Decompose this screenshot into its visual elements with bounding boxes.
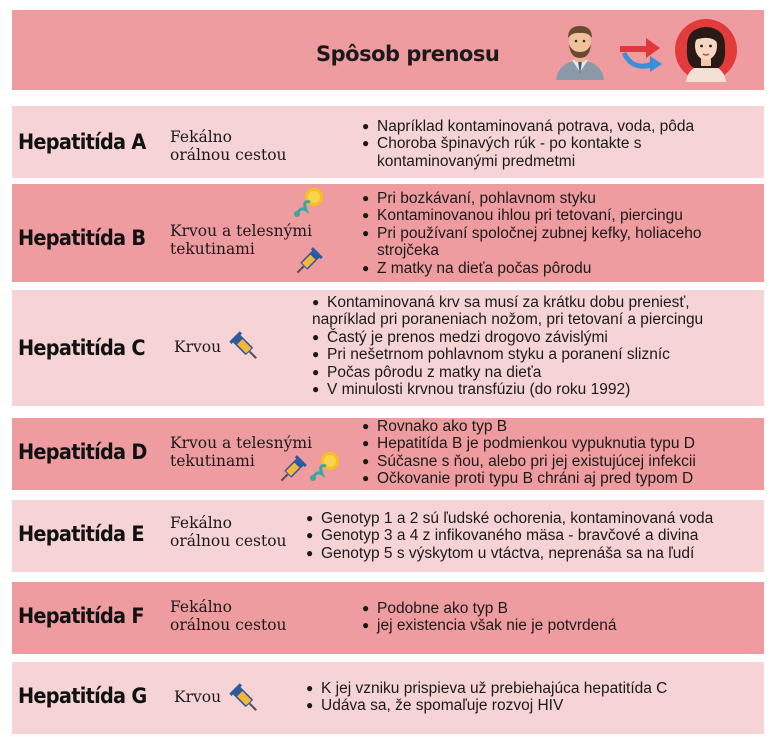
disease-name: Hepatitída E <box>18 522 144 546</box>
detail-item: ● Počas pôrodu z matky na dieťa <box>312 364 703 381</box>
syringe-icon <box>276 454 308 486</box>
row-hepatitida-e <box>12 500 764 572</box>
detail-item: strojčeka <box>377 242 440 260</box>
mode-line: orálnou cestou <box>170 532 287 550</box>
details-list <box>306 680 667 715</box>
detail-item: ● Kontaminovaná krv sa musí za krátku dobu preniesť, <box>312 294 703 311</box>
detail-item: ● Súčasne s ňou, alebo pri jej existujúcej infekcii <box>362 453 696 470</box>
mode-line: Fekálno <box>170 514 232 532</box>
transfer-arrows-icon <box>616 32 666 74</box>
mode-line: tekutinami <box>170 452 255 470</box>
transmission-mode <box>174 688 221 706</box>
disease-name: Hepatitída G <box>18 684 147 708</box>
detail-item: ● Genotyp 1 a 2 sú ľudské ochorenia, kontaminovaná voda <box>306 510 713 527</box>
detail-item: ● Pri používaní spoločnej zubnej kefky, holiaceho <box>362 225 702 242</box>
row-hepatitida-c <box>12 290 764 406</box>
header-banner <box>12 10 764 90</box>
woman-avatar-icon <box>674 18 738 82</box>
mode-line: tekutinami <box>170 240 255 258</box>
mode-line: Fekálno <box>170 598 232 616</box>
disease-name: Hepatitída D <box>18 440 147 464</box>
man-avatar-icon <box>552 22 608 80</box>
header-title: Spôsob prenosu <box>316 42 500 66</box>
disease-name: Hepatitída F <box>18 604 144 628</box>
disease-name: Hepatitída A <box>18 130 146 154</box>
transmission-mode <box>170 598 287 634</box>
row-hepatitida-f <box>12 582 764 654</box>
row-hepatitida-a <box>12 106 764 178</box>
detail-item: ● Udáva sa, že spomaľuje rozvoj HIV <box>306 697 667 714</box>
disease-name: Hepatitída C <box>18 336 145 360</box>
syringe-icon <box>228 330 262 364</box>
details-list <box>362 600 617 635</box>
detail-item: ● Častý je prenos medzi drogovo závislými <box>312 329 703 346</box>
detail-item: kontaminovanými predmetmi <box>377 152 576 170</box>
detail-item: napríklad pri poraneniach nožom, pri tetovaní a piercingu <box>312 311 704 329</box>
mode-line: Krvou <box>174 688 222 706</box>
details-list <box>362 190 702 277</box>
detail-item: ● Kontaminovanou ihlou pri tetovaní, piercingu <box>362 207 702 224</box>
disease-name: Hepatitída B <box>18 226 146 250</box>
detail-item: ● V minulosti krvnou transfúziu (do roku 1992) <box>312 381 703 398</box>
row-hepatitida-g <box>12 662 764 734</box>
syringe-icon <box>228 682 262 716</box>
details-list <box>362 118 694 170</box>
detail-item: ● Napríklad kontaminovaná potrava, voda, pôda <box>362 118 694 135</box>
details-list <box>362 418 696 488</box>
detail-item: ● Podobne ako typ B <box>362 600 617 617</box>
detail-item: ● K jej vzniku prispieva už prebiehajúca hepatitída C <box>306 680 667 697</box>
mode-line: Krvou <box>174 338 222 356</box>
mode-line: Krvou a telesnými <box>170 222 313 240</box>
detail-item: ● Pri nešetrnom pohlavnom styku a poranení slizníc <box>312 346 703 363</box>
detail-item: ● Rovnako ako typ B <box>362 418 696 435</box>
detail-item: ● Genotyp 3 a 4 z infikovaného mäsa - bravčové a divina <box>306 527 713 544</box>
detail-item: ● jej existencia však nie je potvrdená <box>362 617 617 634</box>
detail-item: ● Pri bozkávaní, pohlavnom styku <box>362 190 702 207</box>
detail-item: ● Choroba špinavých rúk - po kontakte s <box>362 135 694 152</box>
transmission-mode <box>170 222 312 258</box>
detail-item: ● Z matky na dieťa počas pôrodu <box>362 260 702 277</box>
syringe-icon <box>292 246 324 278</box>
detail-item: ● Genotyp 5 s výskytom u vtáctva, neprenáša sa na ľudí <box>306 545 713 562</box>
body-fluid-icon <box>306 450 342 484</box>
row-hepatitida-d <box>12 418 764 490</box>
transmission-mode <box>170 128 287 164</box>
details-list <box>306 510 713 562</box>
mode-line: orálnou cestou <box>170 616 287 634</box>
transmission-mode <box>174 338 221 356</box>
details-list <box>312 294 703 398</box>
detail-item: ● Očkovanie proti typu B chráni aj pred typom D <box>362 470 696 487</box>
mode-line: Krvou a telesnými <box>170 434 313 452</box>
transmission-mode <box>170 514 287 550</box>
body-fluid-icon <box>290 186 326 220</box>
mode-line: orálnou cestou <box>170 146 287 164</box>
mode-line: Fekálno <box>170 128 232 146</box>
row-hepatitida-b <box>12 184 764 282</box>
detail-item: ● Hepatitída B je podmienkou vypuknutia typu D <box>362 435 696 452</box>
